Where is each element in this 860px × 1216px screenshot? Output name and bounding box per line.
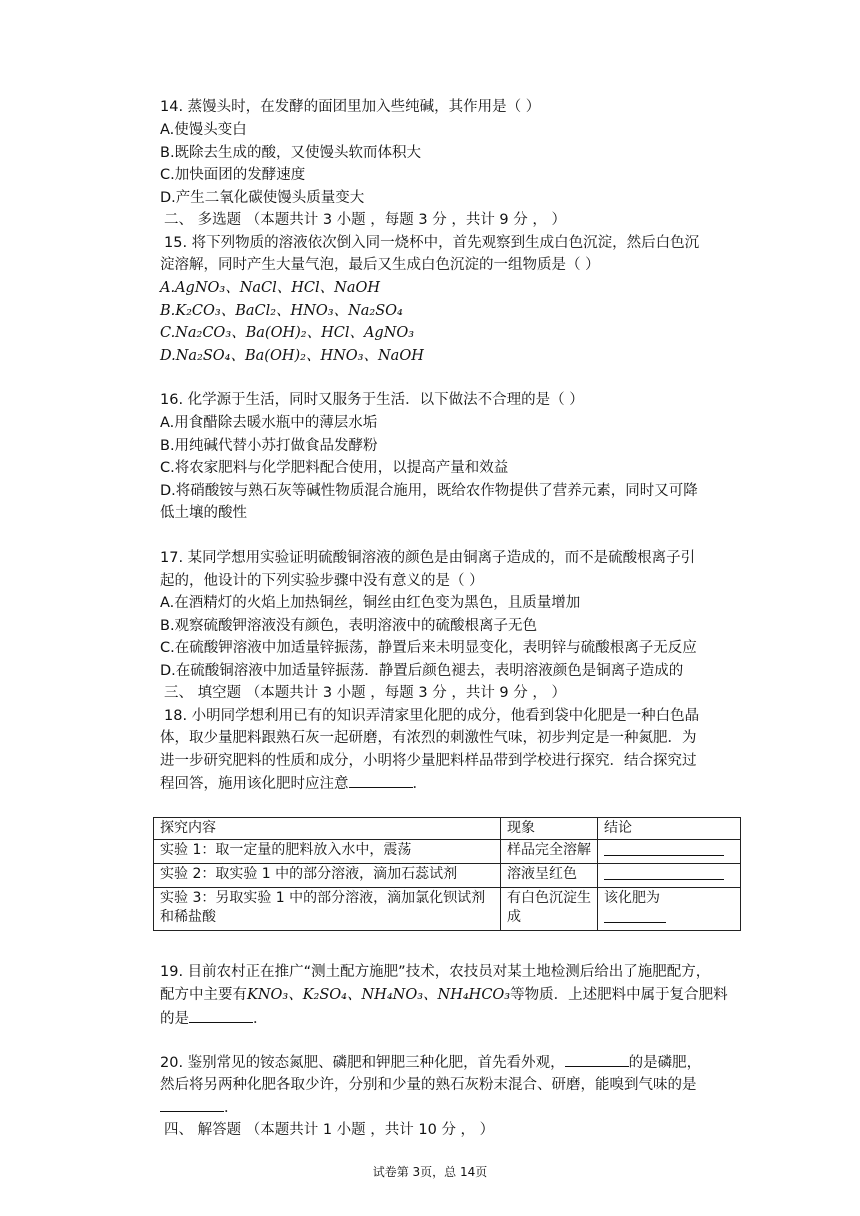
q19-formula: KNO₃、K₂SO₄、NH₄NO₃、NH₄HCO₃ — [247, 987, 511, 1003]
q15-option-a: A.AgNO₃、NaCl、HCl、NaOH — [160, 280, 381, 296]
q18-line4 — [160, 773, 427, 794]
answer-blank — [565, 1052, 629, 1067]
q16-option-d-line1: D.将硝酸铵与熟石灰等碱性物质混合施用，既给农作物提供了营养元素，同时又可降 — [160, 483, 698, 499]
answer-blank — [349, 773, 413, 788]
table-header-row — [154, 818, 741, 840]
cell-content: 实验 3：另取实验 1 中的部分溶液，滴加氯化钡试剂和稀盐酸 — [154, 888, 501, 931]
answer-blank — [604, 908, 666, 923]
q20-line3 — [160, 1097, 239, 1118]
table-row — [154, 840, 741, 864]
q16-option-a: A.用食醋除去暖水瓶中的薄层水垢 — [160, 415, 378, 431]
q18-line1: 18. 小明同学想利用已有的知识弄清家里化肥的成分，他看到袋中化肥是一种白色晶 — [164, 708, 700, 724]
q18-line4-text: 程回答，施用该化肥时应注意 — [160, 776, 349, 792]
answer-blank — [604, 841, 724, 856]
q20-line2: 然后将另两种化肥各取少许，分别和少量的熟石灰粉末混合、研磨，能嗅到气味的是 — [160, 1077, 697, 1093]
cell-conclusion — [598, 888, 741, 931]
q17-option-c: C.在硫酸钾溶液中加适量锌振荡，静置后来未明显变化，表明锌与硫酸根离子无反应 — [160, 640, 697, 656]
cell-conclusion — [598, 864, 741, 888]
q14-option-b: B.既除去生成的酸，又使馒头软而体积大 — [160, 145, 422, 161]
header-phenomenon: 现象 — [501, 818, 598, 840]
page-footer: 试卷第 3页，总 14页 — [372, 1165, 488, 1179]
cell-content: 实验 2：取实验 1 中的部分溶液，滴加石蕊试剂 — [154, 864, 501, 888]
q17-stem-line2: 起的，他设计的下列实验步骤中没有意义的是（ ） — [160, 573, 484, 589]
q15-stem-line2: 淀溶解，同时产生大量气泡，最后又生成白色沉淀的一组物质是（ ） — [160, 257, 600, 273]
q18-line3: 进一步研究肥料的性质和成分，小明将少量肥料样品带到学校进行探究．结合探究过 — [160, 753, 697, 769]
answer-blank — [604, 865, 724, 880]
q17-option-d: D.在硫酸铜溶液中加适量锌振荡．静置后颜色褪去，表明溶液颜色是铜离子造成的 — [160, 663, 684, 679]
q14-option-d: D.产生二氧化碳使馒头质量变大 — [160, 190, 365, 206]
answer-blank — [160, 1097, 224, 1112]
q18-line4-end: ． — [412, 776, 427, 792]
header-content: 探究内容 — [154, 818, 501, 840]
answer-blank — [189, 1008, 253, 1023]
table-row — [154, 864, 741, 888]
q20-line1-pre: 20. 鉴别常见的铵态氮肥、磷肥和钾肥三种化肥，首先看外观， — [160, 1055, 565, 1071]
q14-option-a: A.使馒头变白 — [160, 122, 247, 138]
q14-stem: 14. 蒸馒头时，在发酵的面团里加入些纯碱，其作用是（ ） — [160, 99, 541, 115]
q19-line2-pre: 配方中主要有 — [160, 987, 247, 1003]
q20-line3-end: ． — [224, 1100, 239, 1116]
cell-phenomenon: 样品完全溶解 — [501, 840, 598, 864]
q19-line3 — [160, 1008, 268, 1029]
header-conclusion: 结论 — [598, 818, 741, 840]
cell-conclusion — [598, 840, 741, 864]
q19-line3-end: ． — [253, 1011, 268, 1027]
q19-line2 — [160, 985, 728, 1005]
cell-conclusion-text: 该化肥为 — [604, 890, 660, 906]
q17-stem-line1: 17. 某同学想用实验证明硫酸铜溶液的颜色是由铜离子造成的，而不是硫酸根离子引 — [160, 550, 696, 566]
q19-line2-post: 等物质．上述肥料中属于复合肥料 — [510, 987, 728, 1003]
q20-line1-post: 的是磷肥， — [628, 1055, 702, 1071]
q15-stem-line1: 15. 将下列物质的溶液依次倒入同一烧杯中，首先观察到生成白色沉淀，然后白色沉 — [164, 235, 700, 251]
q16-stem: 16. 化学源于生活，同时又服务于生活．以下做法不合理的是（ ） — [160, 392, 584, 408]
section-2-heading: 二、 多选题 （本题共计 3 小题 ，每题 3 分 ，共计 9 分 ， ） — [164, 212, 566, 228]
section-4-heading: 四、 解答题 （本题共计 1 小题 ，共计 10 分 ， ） — [164, 1122, 495, 1138]
q17-option-a: A.在酒精灯的火焰上加热铜丝，铜丝由红色变为黑色，且质量增加 — [160, 595, 581, 611]
q15-option-d: D.Na₂SO₄、Ba(OH)₂、HNO₃、NaOH — [160, 348, 424, 364]
q14-option-c: C.加快面团的发酵速度 — [160, 167, 306, 183]
table-row — [154, 888, 741, 931]
experiment-table — [153, 817, 741, 931]
cell-phenomenon: 溶液呈红色 — [501, 864, 598, 888]
q18-line2: 体，取少量肥料跟熟石灰一起研磨，有浓烈的刺激性气味，初步判定是一种氮肥．为 — [160, 730, 697, 746]
q20-line1 — [160, 1052, 701, 1073]
q15-option-c: C.Na₂CO₃、Ba(OH)₂、HCl、AgNO₃ — [160, 325, 415, 341]
section-3-heading: 三、 填空题 （本题共计 3 小题 ，每题 3 分 ，共计 9 分 ， ） — [164, 685, 566, 701]
cell-content: 实验 1：取一定量的肥料放入水中，震荡 — [154, 840, 501, 864]
q16-option-c: C.将农家肥料与化学肥料配合使用，以提高产量和效益 — [160, 460, 509, 476]
q17-option-b: B.观察硫酸钾溶液没有颜色，表明溶液中的硫酸根离子无色 — [160, 618, 538, 634]
q19-line1: 19. 目前农村正在推广“测土配方施肥”技术，农技员对某土地检测后给出了施肥配方， — [160, 964, 711, 980]
cell-phenomenon: 有白色沉淀生成 — [501, 888, 598, 931]
q16-option-d-line2: 低土壤的酸性 — [160, 505, 247, 521]
q16-option-b: B.用纯碱代替小苏打做食品发酵粉 — [160, 438, 378, 454]
q19-line3-pre: 的是 — [160, 1011, 189, 1027]
q15-option-b: B.K₂CO₃、BaCl₂、HNO₃、Na₂SO₄ — [160, 303, 403, 319]
